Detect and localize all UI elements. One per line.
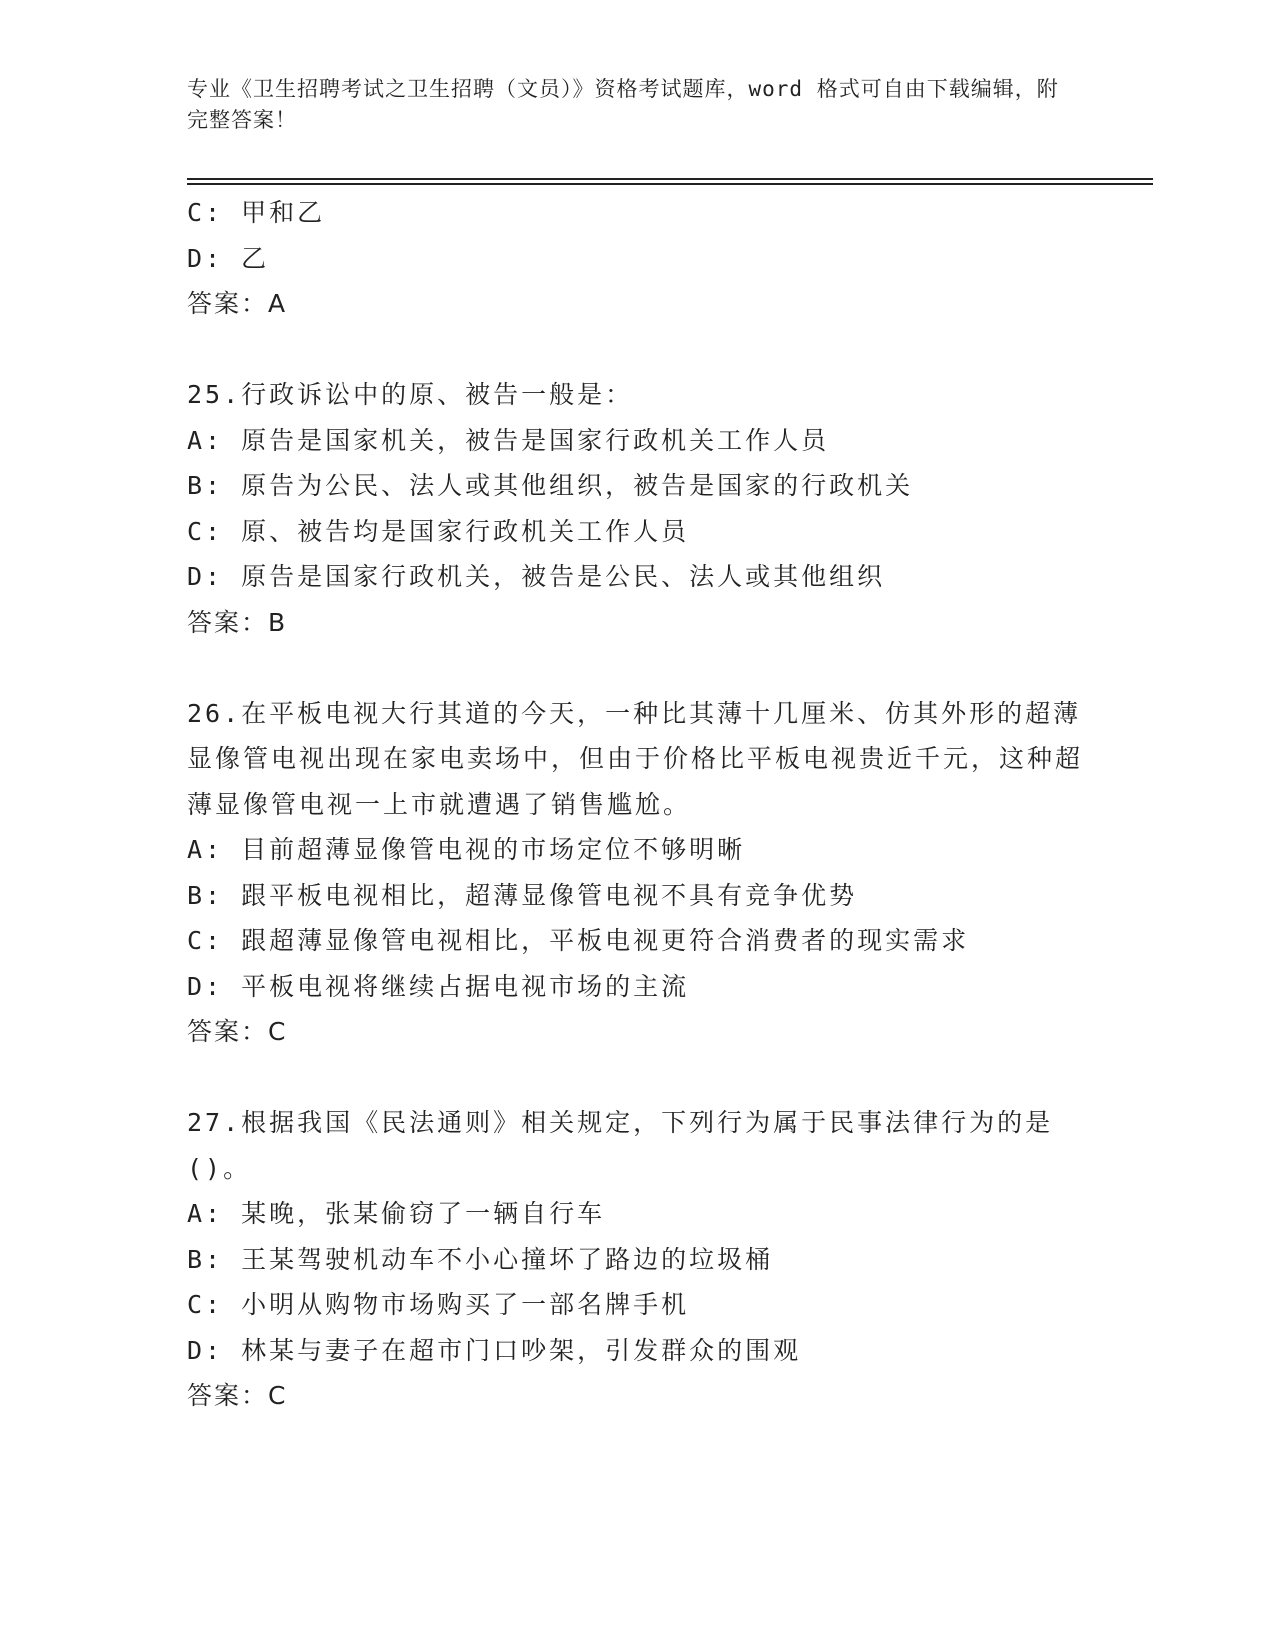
question-stem: 26.在平板电视大行其道的今天，一种比其薄十几厘米、仿其外形的超薄显像管电视出现在家电卖场中，但由于价格比平板电视贵近千元，这种超薄显像管电视一上市就遭遇了销售尴尬。: [187, 698, 1084, 819]
header-divider-bottom: [187, 183, 1153, 185]
answer-line: 答案：C: [187, 1381, 288, 1410]
option-c: C: 原、被告均是国家行政机关工作人员: [187, 516, 690, 546]
header-divider-top: [187, 178, 1153, 180]
spacer: [187, 1055, 1087, 1101]
question-list: [187, 190, 1087, 1419]
question-stem: 25.行政诉讼中的原、被告一般是：: [187, 380, 634, 409]
option-a: A: 目前超薄显像管电视的市场定位不够明晰: [187, 835, 746, 864]
question-stem: 27.根据我国《民法通则》相关规定，下列行为属于民事法律行为的是()。: [187, 1108, 1054, 1183]
option-c: C: 小明从购物市场购买了一部名牌手机: [187, 1290, 690, 1319]
option-d: D: 林某与妻子在超市门口吵架，引发群众的围观: [187, 1335, 802, 1365]
spacer: [187, 327, 1087, 373]
answer-line: 答案：B: [187, 607, 288, 637]
option-a: A: 某晚，张某偷窃了一辆自行车: [187, 1199, 606, 1228]
option-d: D: 乙: [187, 243, 270, 273]
option-c: C: 跟超薄显像管电视相比，平板电视更符合消费者的现实需求: [187, 926, 970, 955]
spacer: [187, 645, 1087, 691]
question-27: [187, 1100, 1087, 1419]
option-a: A: 原告是国家机关，被告是国家行政机关工作人员: [187, 425, 830, 455]
answer-line: 答案：A: [187, 289, 288, 318]
option-b: B: 王某驾驶机动车不小心撞坏了路边的垃圾桶: [187, 1244, 774, 1274]
question-26: [187, 691, 1087, 1055]
question-25: [187, 372, 1087, 645]
option-d: D: 原告是国家行政机关，被告是公民、法人或其他组织: [187, 562, 886, 591]
answer-line: 答案：C: [187, 1017, 288, 1046]
option-b: B: 跟平板电视相比，超薄显像管电视不具有竞争优势: [187, 880, 858, 910]
option-c: C: 甲和乙: [187, 198, 326, 227]
option-d: D: 平板电视将继续占据电视市场的主流: [187, 971, 690, 1001]
option-b: B: 原告为公民、法人或其他组织，被告是国家的行政机关: [187, 471, 914, 500]
document-header: 专业《卫生招聘考试之卫生招聘（文员）》资格考试题库，word 格式可自由下载编辑，附完整答案！: [187, 77, 1059, 132]
